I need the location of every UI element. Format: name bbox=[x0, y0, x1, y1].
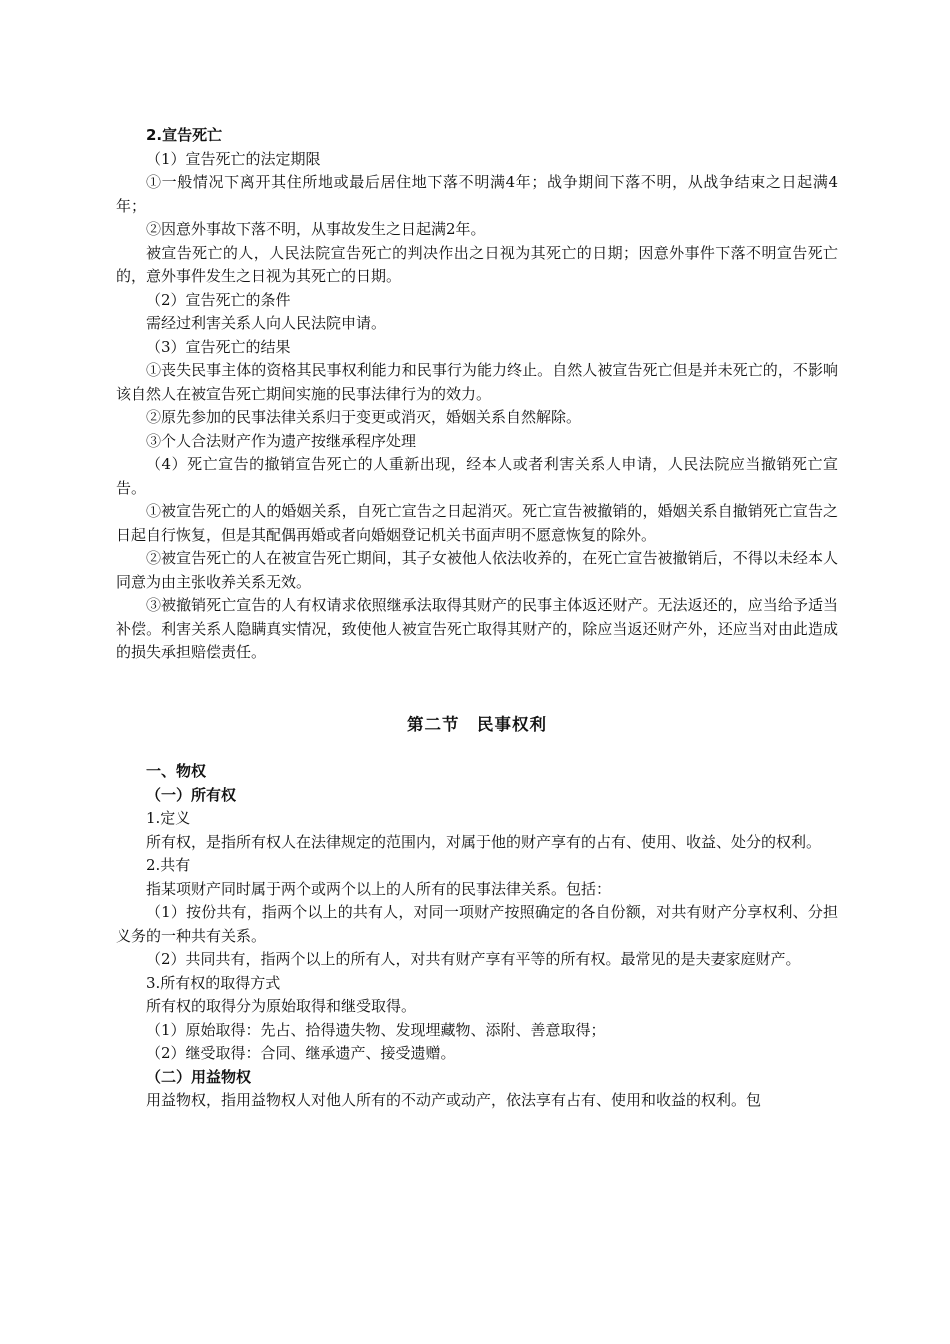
paragraph: （1）原始取得：先占、拾得遗失物、发现埋藏物、添附、善意取得； bbox=[146, 1020, 606, 1039]
paragraph: ③个人合法财产作为遗产按继承程序处理 bbox=[146, 431, 417, 450]
paragraph: ③被撤销死亡宣告的人有权请求依照继承法取得其财产的民事主体返还财产。无法返还的，应当给予适当补偿。利害关系人隐瞒真实情况，致使他人被宣告死亡取得其财产的，除应当返还财产外，还应当对由此造成的损失承担赔偿责任。 bbox=[116, 596, 838, 661]
paragraph: （2）宣告死亡的条件 bbox=[146, 290, 291, 309]
document-page bbox=[116, 124, 838, 1113]
paragraph: 1.定义 bbox=[146, 809, 191, 827]
paragraph: ①丧失民事主体的资格其民事权利能力和民事行为能力终止。自然人被宣告死亡但是并未死亡的，不影响该自然人在被宣告死亡期间实施的民事法律行为的效力。 bbox=[116, 361, 838, 403]
paragraph: 所有权的取得分为原始取得和继受取得。 bbox=[146, 997, 417, 1015]
paragraph: 被宣告死亡的人，人民法院宣告死亡的判决作出之日视为其死亡的日期；因意外事件下落不明宣告死亡的，意外事件发生之日视为其死亡的日期。 bbox=[116, 243, 838, 285]
paragraph: ①被宣告死亡的人的婚姻关系，自死亡宣告之日起消灭。死亡宣告被撤销的，婚姻关系自撤销死亡宣告之日起自行恢复，但是其配偶再婚或者向婚姻登记机关书面声明不愿意恢复的除外。 bbox=[116, 502, 838, 544]
heading-ownership: （一）所有权 bbox=[146, 785, 237, 804]
paragraph: ①一般情况下离开其住所地或最后居住地下落不明满4年；战争期间下落不明，从战争结束之日起满4年； bbox=[116, 173, 838, 215]
paragraph: （4）死亡宣告的撤销宣告死亡的人重新出现，经本人或者利害关系人申请，人民法院应当撤销死亡宣告。 bbox=[116, 455, 838, 497]
paragraph: （2）继受取得：合同、继承遗产、接受遗赠。 bbox=[146, 1044, 456, 1062]
paragraph: ②因意外事故下落不明，从事故发生之日起满2年。 bbox=[146, 220, 486, 238]
paragraph: （1）按份共有，指两个以上的共有人，对同一项财产按照确定的各自份额，对共有财产分享权利、分担义务的一种共有关系。 bbox=[116, 903, 838, 945]
paragraph: 所有权，是指所有权人在法律规定的范围内，对属于他的财产享有的占有、使用、收益、处分的权利。 bbox=[146, 832, 822, 851]
heading-declaration-of-death: 2.宣告死亡 bbox=[146, 126, 223, 144]
paragraph: 3.所有权的取得方式 bbox=[146, 973, 281, 992]
paragraph: （2）共同共有，指两个以上的所有人，对共有财产享有平等的所有权。最常见的是夫妻家庭财产。 bbox=[146, 950, 801, 968]
section-title: 第二节 民事权利 bbox=[407, 714, 547, 734]
paragraph: ②被宣告死亡的人在被宣告死亡期间，其子女被他人依法收养的，在死亡宣告被撤销后，不得以未经本人同意为由主张收养关系无效。 bbox=[116, 549, 838, 591]
paragraph: 指某项财产同时属于两个或两个以上的人所有的民事法律关系。包括： bbox=[146, 879, 612, 898]
heading-usufruct: （二）用益物权 bbox=[146, 1067, 252, 1086]
paragraph: （1）宣告死亡的法定期限 bbox=[146, 149, 321, 168]
paragraph: 需经过利害关系人向人民法院申请。 bbox=[146, 314, 387, 332]
paragraph: 2.共有 bbox=[146, 856, 191, 874]
heading-property-rights: 一、物权 bbox=[146, 762, 207, 780]
paragraph: 用益物权，指用益物权人对他人所有的不动产或动产，依法享有占有、使用和收益的权利。包 bbox=[146, 1091, 762, 1109]
paragraph: ②原先参加的民事法律关系归于变更或消灭，婚姻关系自然解除。 bbox=[146, 408, 582, 426]
paragraph: （3）宣告死亡的结果 bbox=[146, 337, 291, 356]
